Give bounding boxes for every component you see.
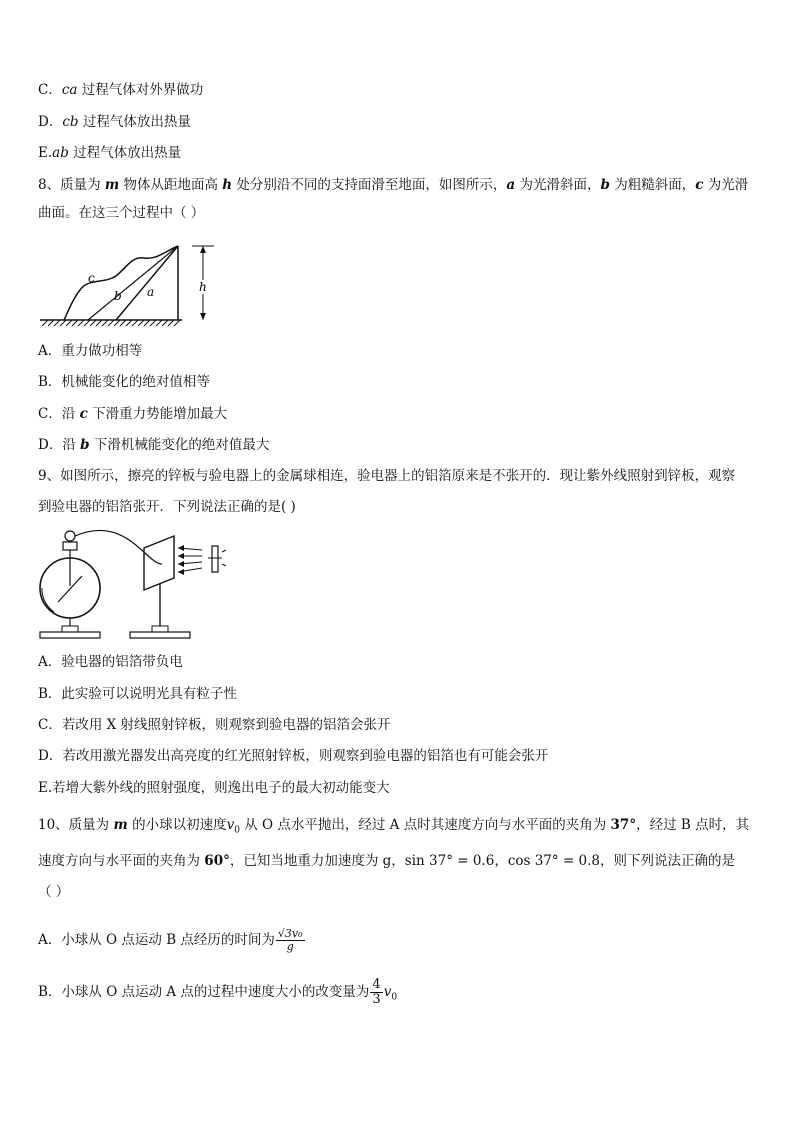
q10-stem-line1: 10、质量为 m 的小球以初速度$v_0$ 从 O 点水平抛出，经过 A 点时其速度方向与水平面的夹角为 37°，经过 B 点时，其: [38, 817, 750, 836]
q8-option-c: C．沿 c 下滑重力势能增加最大: [38, 406, 228, 422]
q8-option-d: D．沿 b 下滑机械能变化的绝对值最大: [38, 437, 270, 453]
time-fraction: $\frac{\text{√3v₀}}{g}$: [277, 927, 303, 953]
q9-stem-line2: 到验电器的铝箔张开．下列说法正确的是( ): [38, 499, 296, 515]
q9-option-a: A．验电器的铝箔带负电: [38, 654, 183, 670]
q10-option-a: A．小球从 O 点运动 B 点经历的时间为 $\frac{\text{√3v₀}}{g}$: [38, 927, 303, 953]
q7-option-d: D．cb 过程气体放出热量: [38, 114, 191, 130]
q9-electroscope-figure: [36, 524, 256, 642]
q9-option-d: D．若改用激光器发出高亮度的红光照射锌板，则观察到验电器的铝箔也有可能会张开: [38, 748, 549, 764]
slope-a-label: a: [147, 285, 155, 299]
height-label: h: [199, 280, 207, 294]
q10-option-b: B．小球从 O 点运动 A 点的过程中速度大小的改变量为 $\frac{4}{3}$ $v_0$: [38, 977, 398, 1007]
q7-option-c: C．ca 过程气体对外界做功: [38, 82, 204, 98]
q9-option-b: B．此实验可以说明光具有粒子性: [38, 686, 237, 702]
q8-stem-line1: 8、质量为 m 物体从距地面高 h 处分别沿不同的支持面滑至地面，如图所示，a 为光滑斜面，b 为粗糙斜面，c 为光滑: [38, 177, 749, 193]
slope-b-label: b: [114, 289, 122, 303]
four-thirds-fraction: $\frac{4}{3}$: [372, 977, 381, 1007]
q8-slope-figure: [36, 238, 226, 334]
q7-option-e: E.ab 过程气体放出热量: [38, 145, 182, 161]
q8-option-a: A．重力做功相等: [38, 343, 143, 359]
q8-option-b: B．机械能变化的绝对值相等: [38, 374, 210, 390]
q10-stem-line2: 速度方向与水平面的夹角为 60°，已知当地重力加速度为 g，sin 37° = 0.6，cos 37° = 0.8，则下列说法正确的是: [38, 853, 736, 869]
q9-option-c: C．若改用 X 射线照射锌板，则观察到验电器的铝箔会张开: [38, 717, 391, 733]
q9-option-e: E.若增大紫外线的照射强度，则逸出电子的最大初动能变大: [38, 780, 390, 796]
q10-stem-line3: （ ）: [38, 884, 70, 900]
q9-stem-line1: 9、如图所示，擦亮的锌板与验电器上的金属球相连，验电器上的铝箔原来是不张开的．现让紫外线照射到锌板，观察: [38, 468, 736, 484]
slope-c-label: c: [88, 271, 95, 285]
q8-stem-line2: 曲面。在这三个过程中（ ）: [38, 205, 205, 221]
